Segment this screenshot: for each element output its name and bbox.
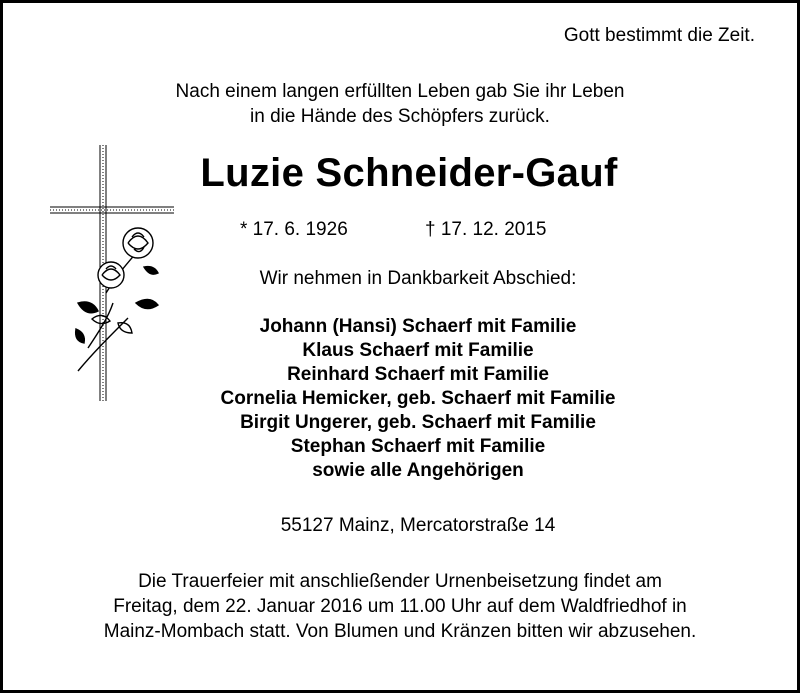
intro-line: Nach einem langen erfüllten Leben gab Sie ihr Leben — [175, 81, 625, 102]
info-line: Freitag, dem 22. Januar 2016 um 11.00 Uhr auf dem Waldfriedhof in — [113, 596, 687, 617]
mourner-entry: Reinhard Schaerf mit Familie — [287, 364, 549, 385]
info-line: Mainz-Mombach statt. Von Blumen und Kränzen bitten wir abzusehen. — [103, 621, 697, 642]
mourner-entry: Johann (Hansi) Schaerf mit Familie — [259, 316, 577, 337]
address: 55127 Mainz, Mercatorstraße 14 — [280, 515, 556, 536]
mourner-entry: sowie alle Angehörigen — [312, 460, 524, 481]
ceremony-info — [3, 569, 797, 644]
mourners-list — [3, 315, 797, 483]
mourner-entry: Birgit Ungerer, geb. Schaerf mit Familie — [240, 412, 596, 433]
mourner-entry: Cornelia Hemicker, geb. Schaerf mit Familie — [220, 388, 616, 409]
birth-date: * 17. 6. 1926 — [240, 219, 348, 240]
mourner-entry: Stephan Schaerf mit Familie — [290, 436, 546, 457]
mourner-entry: Klaus Schaerf mit Familie — [302, 340, 534, 361]
info-line: Die Trauerfeier mit anschließender Urnenbeisetzung findet am — [138, 571, 662, 592]
motto: Gott bestimmt die Zeit. — [563, 25, 755, 46]
deceased-name: Luzie Schneider-Gauf — [200, 151, 618, 195]
death-date: † 17. 12. 2015 — [425, 219, 547, 240]
farewell-line: Wir nehmen in Dankbarkeit Abschied: — [259, 268, 577, 289]
intro-line: in die Hände des Schöpfers zurück. — [250, 106, 550, 127]
intro-text — [3, 79, 797, 129]
